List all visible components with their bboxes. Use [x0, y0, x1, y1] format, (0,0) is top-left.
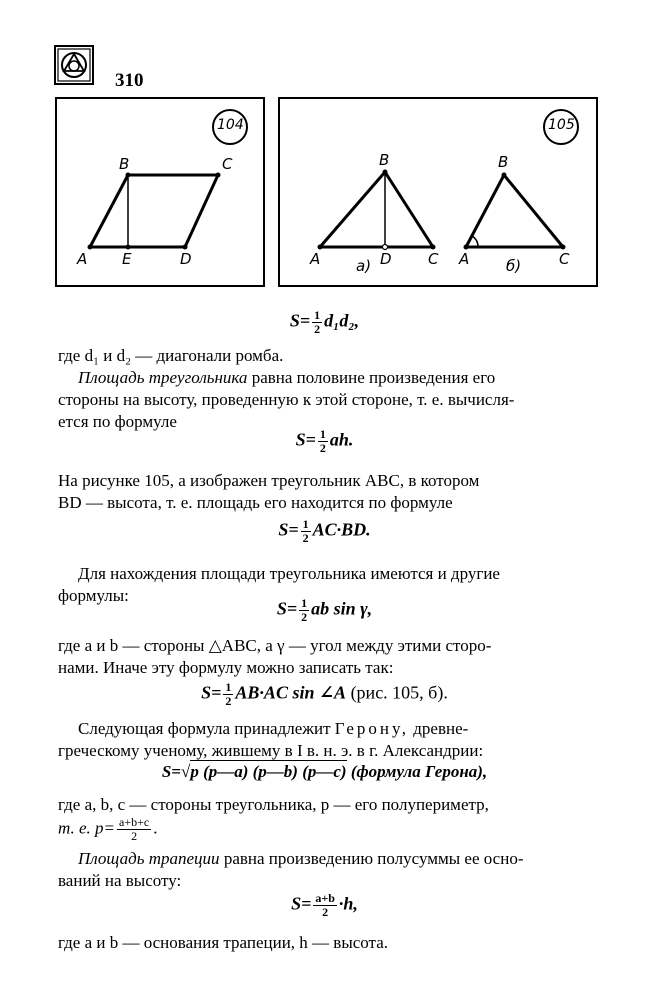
formula-heron: S=√p (p—a) (p—b) (p—c) (формула Герона),: [161, 762, 488, 781]
fig105a-label-c: C: [428, 250, 439, 268]
sqrt-sign: √: [180, 762, 191, 781]
paragraph-rhombus-diagonals: где d₁ и d₂ — диагонали ромба.: [58, 346, 284, 365]
formula-triangle-ab-ac: S= $\frac{1}{2}$ AB·AC sin ∠A (рис. 105, б).: [201, 680, 448, 708]
figure-105: [278, 97, 598, 287]
fig104-label-e: E: [122, 250, 132, 268]
name-heron: Герону,: [334, 719, 410, 738]
paragraph-semiperimeter: где a, b, c — стороны треугольника, p — его полупериметр, т. е. p= $\frac{a+b+c}{2}$ .: [58, 795, 489, 843]
paragraph-other-formulas: Для нахождения площади треугольника имеются и другие формулы:: [58, 564, 500, 605]
paragraph-figure-105a: На рисунке 105, а изображен треугольник ABC, в котором BD — высота, т. е. площадь его находится по формуле: [58, 471, 480, 512]
fig105a-label-a: A: [310, 250, 321, 268]
paragraph-triangle-area: Площадь треугольника равна половине произведения его стороны на высоту, проведенную к этой стороне, т. е. вычисля- ется по формуле: [58, 368, 515, 431]
paragraph-trapezoid-bases: где a и b — основания трапеции, h — высота.: [58, 933, 388, 952]
fig104-label-b: B: [119, 155, 130, 173]
formula-trapezoid: S= $\frac{a+b}{2}$ ·h,: [291, 891, 358, 919]
fig105-caption-a: а): [356, 257, 372, 275]
formula-triangle-ac-bd: S= $\frac{1}{2}$ AC·BD.: [278, 517, 371, 545]
page-number: 310: [115, 70, 144, 91]
fig105b-label-c: C: [559, 250, 570, 268]
fig105a-label-b: B: [379, 151, 390, 169]
term-triangle-area: Площадь треугольника: [78, 368, 248, 387]
publisher-logo: [54, 45, 94, 85]
formula-rhombus-area: S= $\frac{1}{2}$ d₁d₂,: [289, 308, 360, 336]
fig105b-label-a: A: [459, 250, 470, 268]
fig105b-label-b: B: [498, 153, 509, 171]
paragraph-sides-angle: где a и b — стороны △ABC, а γ — угол между этими сторо- нами. Иначе эту формулу можно записать так:: [58, 636, 492, 677]
paragraph-trapezoid-area: Площадь трапеции равна произведению полусуммы ее осно- ваний на высоту:: [58, 849, 524, 890]
formula-triangle-sine: S= $\frac{1}{2}$ ab sin γ,: [276, 596, 373, 624]
paragraph-heron: Следующая формула принадлежит Герону, древне- греческому ученому, жившему в I в. н. э. в г. Александрии:: [58, 719, 484, 760]
fig105-number: 105: [548, 117, 575, 133]
fig104-number: 104: [217, 117, 244, 133]
fig105a-label-d: D: [380, 250, 392, 268]
fig104-label-d: D: [180, 250, 192, 268]
fig104-label-a: A: [77, 250, 88, 268]
figure-104: [55, 97, 265, 287]
fig105-caption-b: б): [506, 257, 522, 275]
term-trapezoid-area: Площадь трапеции: [78, 849, 220, 868]
fig104-label-c: C: [222, 155, 233, 173]
formula-triangle-ah: S= $\frac{1}{2}$ ah.: [295, 427, 354, 455]
